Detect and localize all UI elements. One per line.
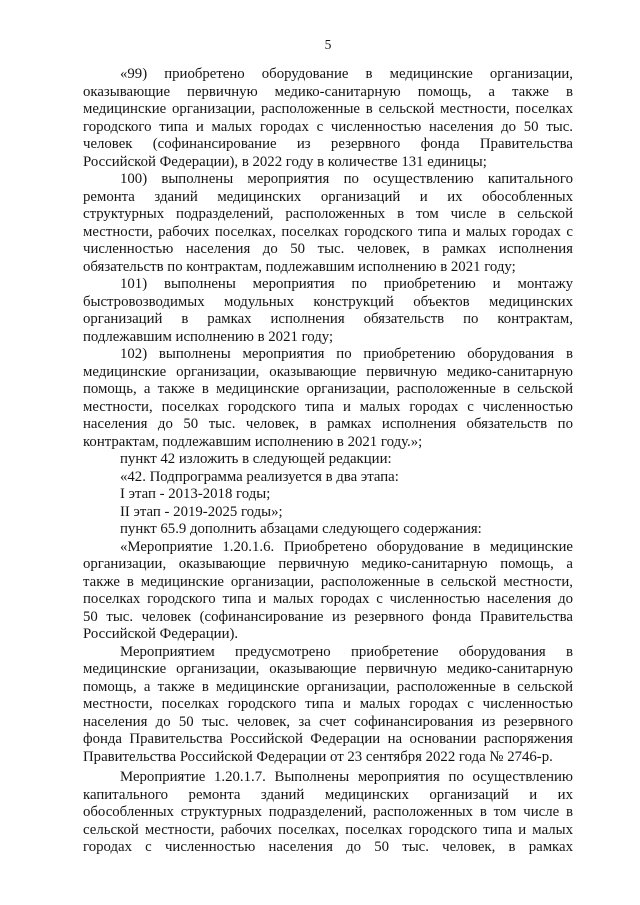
text-line: Мероприятие 1.20.1.7. Выполнены мероприятия по осуществлению (120, 769, 573, 785)
text-line: обязательств по контрактам, подлежавшим исполнению в 2021 году; (83, 258, 516, 275)
item-102-paragraph (83, 346, 573, 451)
stage-2 (83, 504, 573, 522)
text-line: человек (софинансирование из резервного фонда Правительства (83, 136, 573, 152)
measure-1-20-1-6-paragraph (83, 539, 573, 644)
text-line: Российской Федерации). (83, 626, 239, 642)
stage-1 (83, 486, 573, 504)
measure-description-paragraph (83, 644, 573, 767)
page-number: 5 (324, 37, 332, 52)
text-line: местности, поселках городского типа и малых городах с численностью (83, 398, 573, 415)
text-line: 102) выполнены мероприятия по приобретению оборудования в (120, 346, 573, 362)
text-line: численностью населения до 50 тыс. человек, в рамках исполнения (83, 241, 573, 257)
text-line: 50 тыс. человек (софинансирование из резервного фонда Правительства (83, 608, 573, 625)
text-line: местности, рабочих поселках, поселках городского типа и малых городах с (83, 223, 573, 240)
text-line: сельской местности, рабочих поселках, поселках городского типа и малых (83, 821, 573, 838)
text-line: местности, поселках городского типа и малых городах с численностью (83, 696, 573, 712)
text-line: подлежавшим исполнению в 2021 году; (83, 328, 334, 345)
text-line: Мероприятием предусмотрено приобретение оборудования в (120, 643, 573, 660)
text-line: поселках городского типа и малых городах с численностью населения до (83, 591, 573, 607)
text-line: городского типа и малых городах с численностью населения до 50 тыс. (83, 118, 573, 135)
text-line: Российской Федерации), в 2022 году в количестве 131 единицы; (83, 153, 487, 170)
text-line: фонда Правительства Российской Федерации на основании распоряжения (83, 731, 573, 747)
text-line: II этап - 2019-2025 годы»; (120, 503, 283, 520)
instruction-point-65-9 (83, 521, 573, 539)
text-line: медицинские организации, оказывающие первичную медико-санитарную (83, 363, 573, 380)
instruction-point-42 (83, 451, 573, 469)
item-99-paragraph (83, 66, 573, 171)
item-101-paragraph (83, 276, 573, 346)
text-line: населения до 50 тыс. человек, в рамках исполнения обязательств по (83, 416, 573, 432)
text-line: «99) приобретено оборудование в медицинские организации, (120, 66, 573, 82)
text-line: медицинские организации, расположенные в сельской местности, поселках (83, 101, 573, 117)
text-line: оказывающие первичную медико-санитарную помощь, а также в (83, 83, 573, 100)
text-line: «Мероприятие 1.20.1.6. Приобретено оборудование в медицинские (120, 538, 573, 555)
text-line: медицинские организации, оказывающие первичную медико-санитарную (83, 661, 573, 677)
text-line: пункт 65.9 дополнить абзацами следующего содержания: (120, 521, 482, 537)
text-line: организации, оказывающие первичную медико-санитарную помощь, а (83, 556, 573, 572)
text-line: 101) выполнены мероприятия по приобретению и монтажу (120, 276, 573, 292)
text-line: «42. Подпрограмма реализуется в два этапа: (120, 468, 399, 485)
text-line: быстровозводимых модульных конструкций объектов медицинских (83, 293, 573, 310)
text-line: помощь, а также в медицинские организации, расположенные в сельской (83, 678, 573, 695)
text-line: помощь, а также в медицинские организации, расположенные в сельской (83, 381, 573, 397)
document-body (83, 66, 573, 857)
text-line: структурных подразделений, расположенных в том числе в сельской (83, 206, 573, 222)
measure-1-20-1-7-paragraph (83, 769, 573, 857)
text-line: организаций в рамках исполнения обязательств по контрактам, (83, 311, 573, 327)
text-line: 100) выполнены мероприятия по осуществлению капитального (120, 171, 573, 187)
text-line: I этап - 2013-2018 годы; (120, 486, 271, 502)
text-line: контрактам, подлежавшим исполнению в 2021 году.»; (83, 433, 423, 450)
text-line: городах с численностью населения до 50 тыс. человек, в рамках (83, 839, 573, 855)
text-line: капитального ремонта зданий медицинских организаций и их (83, 786, 573, 803)
text-line: также в медицинские организации, расположенные в сельской местности, (83, 573, 573, 590)
point-42-text (83, 469, 573, 487)
text-line: населения до 50 тыс. человек, за счет софинансирования из резервного (83, 713, 573, 730)
text-line: ремонта зданий медицинских организаций и их обособленных (83, 188, 573, 205)
text-line: пункт 42 изложить в следующей редакции: (120, 451, 392, 467)
item-100-paragraph (83, 171, 573, 276)
text-line: обособленных структурных подразделений, расположенных в том числе в (83, 804, 573, 820)
text-line: Правительства Российской Федерации от 23 сентября 2022 года № 2746-р. (83, 748, 553, 765)
